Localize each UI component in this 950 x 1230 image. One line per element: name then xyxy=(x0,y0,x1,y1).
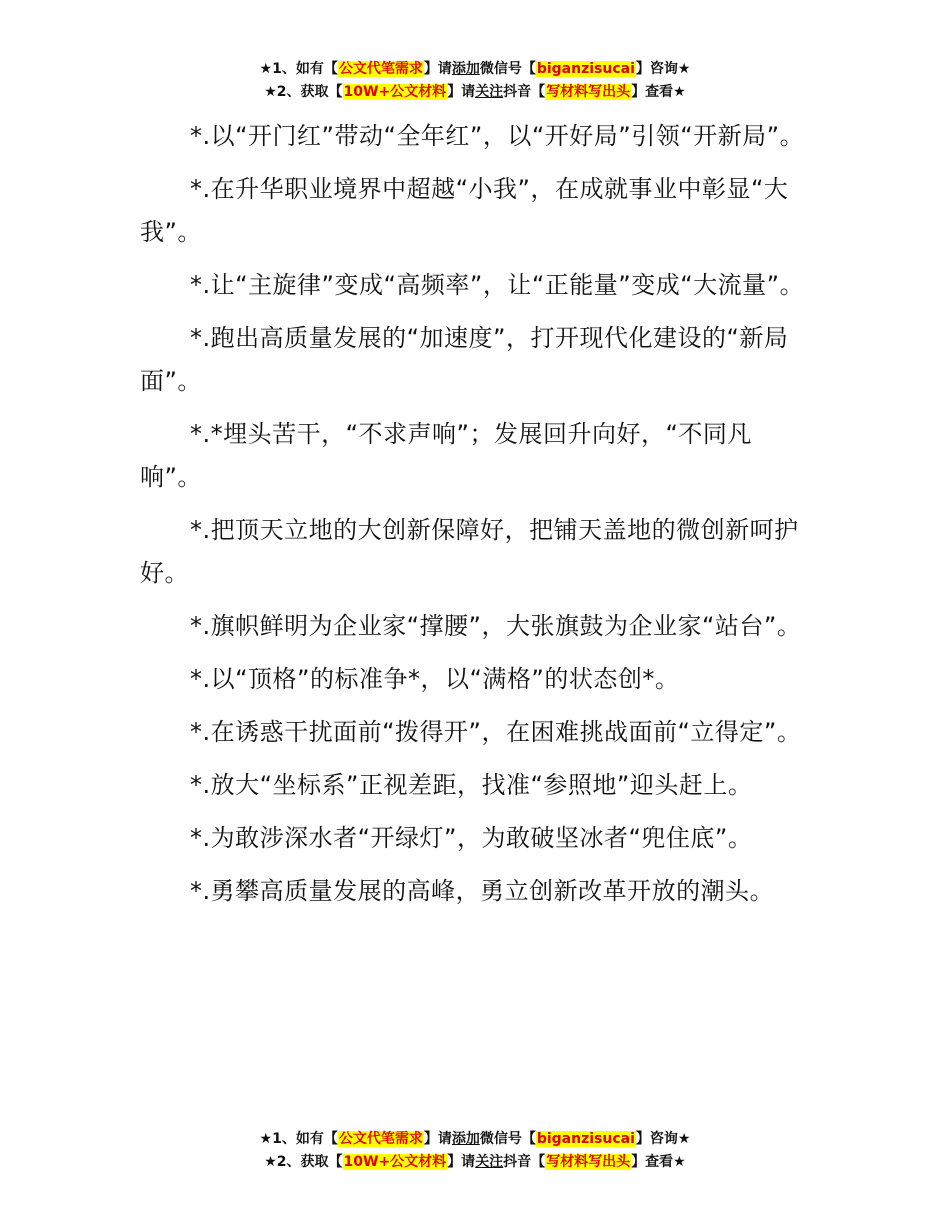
banner-text: 】请 xyxy=(447,84,476,100)
paragraph: *.跑出高质量发展的“加速度”，打开现代化建设的“新局面”。 xyxy=(140,324,789,395)
highlight-wechat-id: biganzisucai xyxy=(536,61,635,77)
banner-text: 抖音【 xyxy=(503,84,546,100)
highlight-service: 公文代笔需求 xyxy=(338,61,423,77)
banner-line-1 xyxy=(0,58,950,81)
highlight-wechat-id: biganzisucai xyxy=(536,1131,635,1147)
header-banner xyxy=(0,58,950,104)
banner-text: 】请 xyxy=(447,1154,476,1170)
highlight-douyin-account: 写材料写出头 xyxy=(546,1154,631,1170)
banner-text: 抖音【 xyxy=(503,1154,546,1170)
footer-banner xyxy=(0,1128,950,1174)
banner-text: ★1、如有【 xyxy=(259,1131,338,1147)
banner-text: 】查看★ xyxy=(631,1154,686,1170)
underlined-word: 添加 xyxy=(451,1131,480,1147)
banner-text: 】请 xyxy=(423,61,452,77)
paragraph: *.在诱惑干扰面前“拨得开”，在困难挑战面前“立得定”。 xyxy=(190,718,802,746)
paragraph: *.旗帜鲜明为企业家“撑腰”，大张旗鼓为企业家“站台”。 xyxy=(190,612,802,640)
paragraph: *.在升华职业境界中超越“小我”，在成就事业中彰显“大我”。 xyxy=(140,175,789,246)
paragraph: *.勇攀高质量发展的高峰，勇立创新改革开放的潮头。 xyxy=(190,877,775,905)
underlined-word: 关注 xyxy=(475,1154,504,1170)
banner-line-1 xyxy=(0,1128,950,1151)
document-body xyxy=(140,115,812,923)
highlight-materials: 10W+公文材料 xyxy=(343,84,447,100)
paragraph: *.*埋头苦干，“不求声响”；发展回升向好，“不同凡响”。 xyxy=(140,420,752,491)
banner-text: ★2、获取【 xyxy=(264,84,343,100)
paragraph: *.以“顶格”的标准争*，以“满格”的状态创*。 xyxy=(190,665,680,693)
banner-text: 】咨询★ xyxy=(635,1131,691,1147)
banner-text: 】查看★ xyxy=(631,84,686,100)
paragraph: *.把顶天立地的大创新保障好，把铺天盖地的微创新呵护好。 xyxy=(140,516,799,587)
banner-line-2 xyxy=(0,1151,950,1174)
banner-line-2 xyxy=(0,81,950,104)
banner-text: ★1、如有【 xyxy=(259,61,338,77)
banner-text: 】请 xyxy=(423,1131,452,1147)
highlight-douyin-account: 写材料写出头 xyxy=(546,84,631,100)
underlined-word: 关注 xyxy=(475,84,504,100)
paragraph: *.以“开门红”带动“全年红”，以“开好局”引领“开新局”。 xyxy=(190,122,805,150)
banner-text: 微信号【 xyxy=(479,61,536,77)
paragraph: *.放大“坐标系”正视差距，找准“参照地”迎头赶上。 xyxy=(190,771,753,799)
banner-text: 微信号【 xyxy=(479,1131,536,1147)
paragraph: *.让“主旋律”变成“高频率”，让“正能量”变成“大流量”。 xyxy=(190,271,805,299)
highlight-service: 公文代笔需求 xyxy=(338,1131,423,1147)
underlined-word: 添加 xyxy=(451,61,480,77)
highlight-materials: 10W+公文材料 xyxy=(343,1154,447,1170)
paragraph: *.为敢涉深水者“开绿灯”，为敢破坚冰者“兜住底”。 xyxy=(190,824,753,852)
banner-text: ★2、获取【 xyxy=(264,1154,343,1170)
banner-text: 】咨询★ xyxy=(635,61,691,77)
